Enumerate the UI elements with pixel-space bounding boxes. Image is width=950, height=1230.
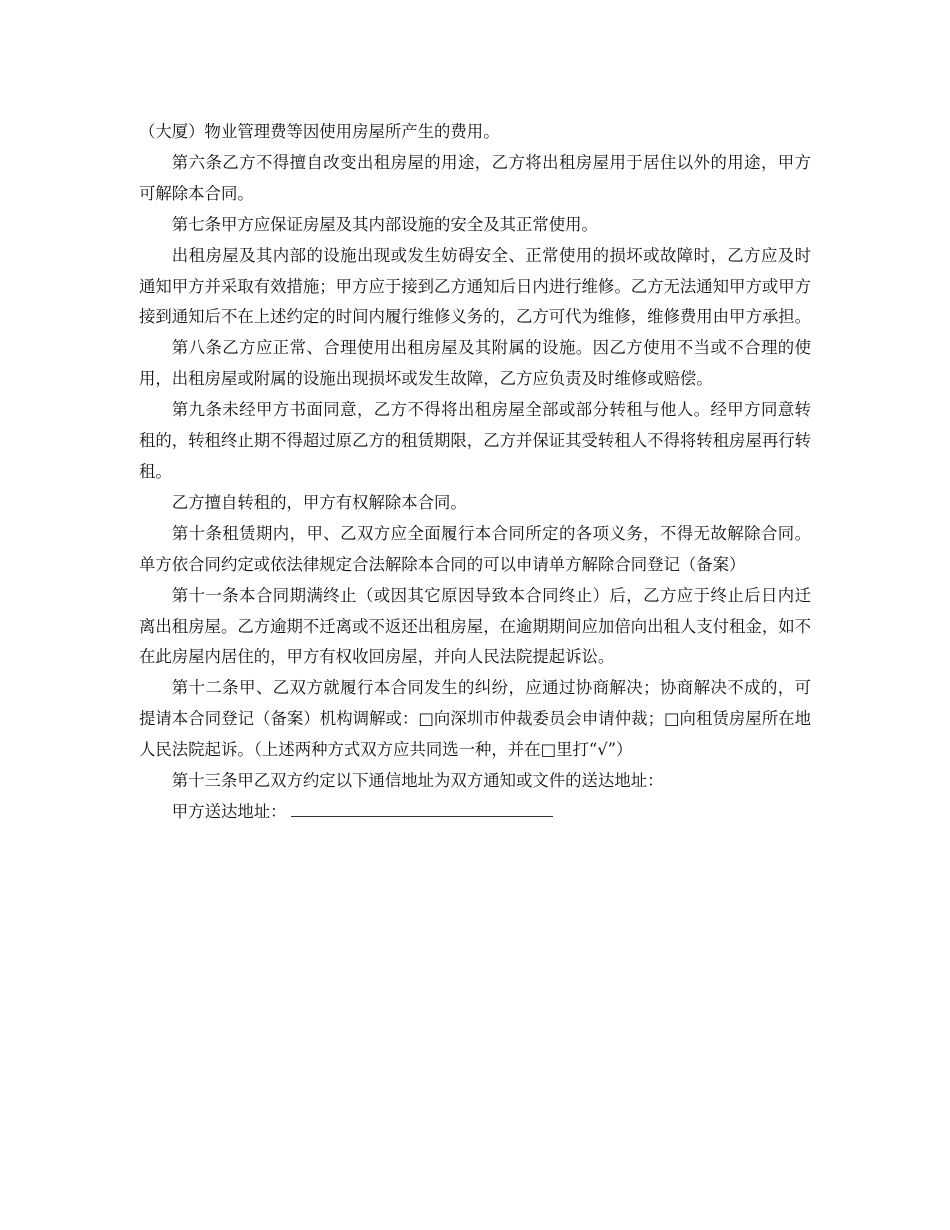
paragraph-article-7: 第七条甲方应保证房屋及其内部设施的安全及其正常使用。 [171, 214, 598, 234]
paragraph-article-6: 第六条乙方不得擅自改变出租房屋的用途，乙方将出租房屋用于居住以外的用途，甲方可解除本合同。 [139, 152, 811, 203]
paragraph-article-13: 第十三条甲乙双方约定以下通信地址为双方通知或文件的送达地址： [171, 771, 664, 791]
paragraph-article-7-repair: 出租房屋及其内部的设施出现或发生妨碍安全、正常使用的损坏或故障时，乙方应及时通知甲方并采取有效措施；甲方应于接到乙方通知后日内进行维修。乙方无法通知甲方或甲方接到通知后不在上述约定的时间内履行维修义务的，乙方可代为维修，维修费用由甲方承担。 [139, 245, 812, 327]
address-blank-field[interactable] [291, 797, 553, 817]
address-line [139, 797, 811, 828]
paragraph-article-12: 第十二条甲、乙双方就履行本合同发生的纠纷，应通过协商解决；协商解决不成的，可提请本合同登记（备案）机构调解或：□向深圳市仲裁委员会申请仲裁；□向租赁房屋所在地人民法院起诉。（上述两种方式双方应共同选一种，并在□里打“√”） [139, 678, 811, 760]
paragraph-article-11: 第十一条本合同期满终止（或因其它原因导致本合同终止）后，乙方应于终止后日内迁离出租房屋。乙方逾期不迁离或不返还出租房屋，在逾期期间应加倍向出租人支付租金，如不在此房屋内居住的，甲方有权收回房屋，并向人民法院提起诉讼。 [139, 585, 812, 667]
paragraph-fee-continuation: （大厦）物业管理费等因使用房屋所产生的费用。 [139, 122, 500, 141]
document-body [139, 117, 811, 828]
address-label: 甲方送达地址： [171, 801, 287, 821]
paragraph-article-8: 第八条乙方应正常、合理使用出租房屋及其附属的设施。因乙方使用不当或不合理的使用，出租房屋或附属的设施出现损坏或发生故障，乙方应负责及时维修或赔偿。 [139, 338, 811, 389]
paragraph-article-10: 第十条租赁期内，甲、乙双方应全面履行本合同所定的各项义务，不得无故解除合同。单方依合同约定或依法律规定合法解除本合同的可以申请单方解除合同登记（备案） [139, 523, 811, 574]
paragraph-article-9-sublease: 乙方擅自转租的，甲方有权解除本合同。 [171, 492, 467, 512]
paragraph-article-9: 第九条未经甲方书面同意，乙方不得将出租房屋全部或部分转租与他人。经甲方同意转租的，转租终止期不得超过原乙方的租赁期限，乙方并保证其受转租人不得将转租房屋再行转租。 [139, 400, 812, 481]
